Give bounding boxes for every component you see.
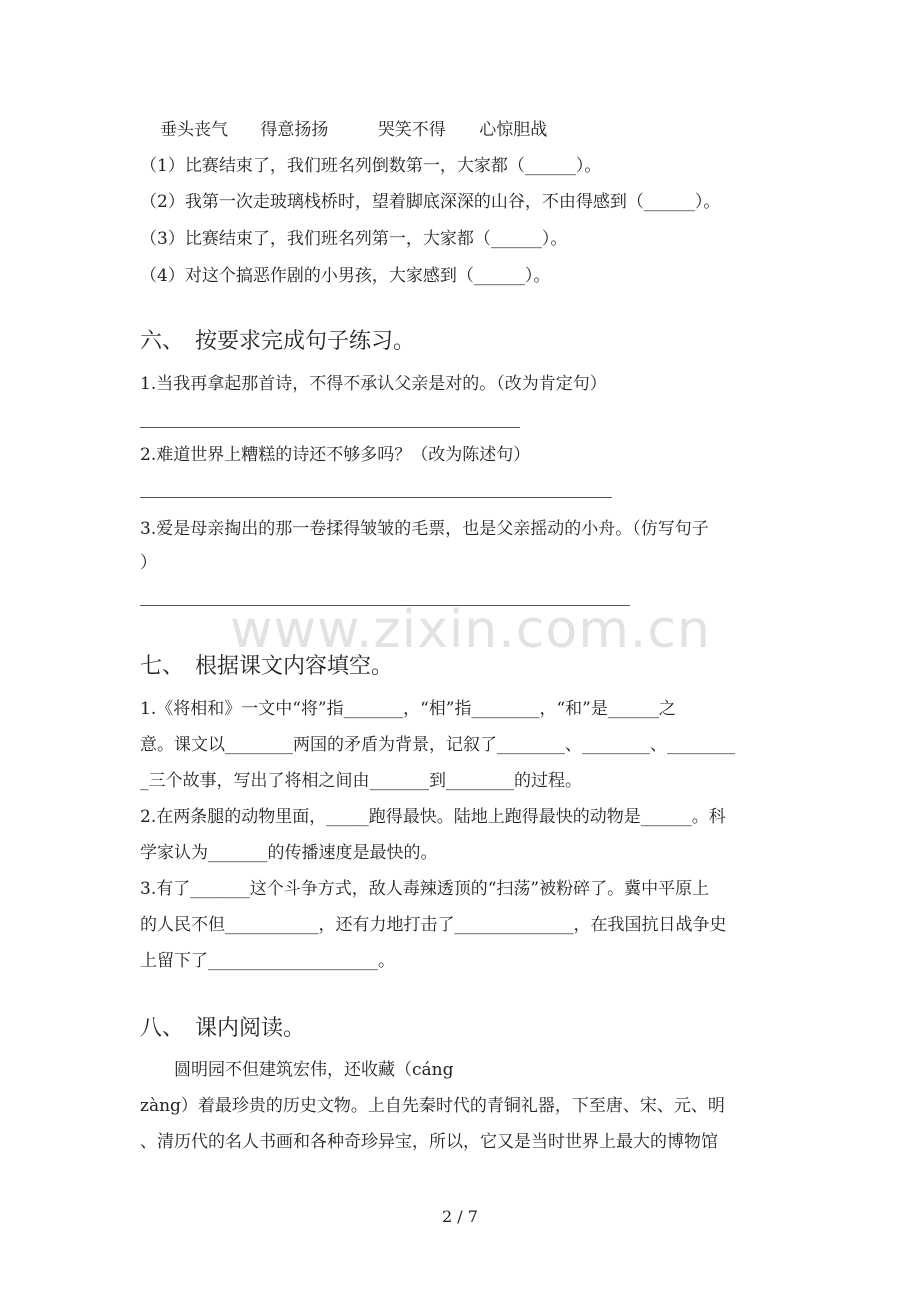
section-six-heading: 六、 按要求完成句子练习。 [140,329,416,354]
sentence-question: 2.难道世界上糟糕的诗还不够多吗？（改为陈述句） [140,445,531,465]
word-bank-item: 心惊胆战 [479,120,548,140]
fill-question: （1）比赛结束了，我们班名列倒数第一，大家都（______）。 [140,156,602,176]
reading-paragraph-line: 圆明园不但建筑宏伟，还收藏（cáng [174,1060,454,1080]
text-line: 学家认为_______的传播速度是最快的。 [140,843,438,863]
page-number: 2 / 7 [442,1207,478,1226]
answer-line [140,605,630,606]
text-line: _三个故事，写出了将相之间由_______到________的过程。 [140,771,582,791]
fill-question: （2）我第一次走玻璃栈桥时，望着脚底深深的山谷，不由得感到（______）。 [140,192,721,212]
answer-line [140,497,612,498]
fill-question: （3）比赛结束了，我们班名列第一，大家都（______）。 [140,229,568,249]
text-line: 1.《将相和》一文中“将”指_______，“相”指________，“和”是______之 [140,699,676,719]
reading-paragraph-line: 、清历代的名人书画和各种奇珍异宝，所以，它又是当时世界上最大的博物馆 [140,1132,718,1152]
text-line: 上留下了____________________。 [140,951,395,971]
section-seven-heading: 七、 根据课文内容填空。 [140,654,394,679]
word-bank-item: 得意扬扬 [260,120,329,140]
text-line: 3.有了_______这个斗争方式，敌人毒辣透顶的“扫荡”被粉碎了。冀中平原上 [140,879,710,899]
text-line: 意。课文以________两国的矛盾为背景，记叙了________、________、________ [140,735,735,755]
fill-question: （4）对这个搞恶作剧的小男孩，大家感到（______）。 [140,266,551,286]
text-line: 的人民不但___________，还有力地打击了______________，在我国抗日战争史 [140,915,727,935]
watermark: www.zixin.com.cn [230,600,711,660]
word-bank-item: 垂头丧气 [160,120,228,140]
word-bank [160,118,547,142]
text-line: 2.在两条腿的动物里面，_____跑得最快。陆地上跑得最快的动物是______。科 [140,807,726,827]
reading-paragraph-line: zàng）着最珍贵的历史文物。上自先秦时代的青铜礼器，下至唐、宋、元、明 [140,1096,725,1116]
answer-line [140,427,520,428]
sentence-question: 3.爱是母亲掏出的那一卷揉得皱皱的毛票，也是父亲摇动的小舟。（仿写句子 [140,519,709,539]
sentence-question-continued: ） [140,553,157,573]
section-eight-heading: 八、 课内阅读。 [140,1016,306,1041]
word-bank-item: 哭笑不得 [377,120,446,140]
sentence-question: 1.当我再拿起那首诗，不得不承认父亲是对的。（改为肯定句） [140,374,607,394]
